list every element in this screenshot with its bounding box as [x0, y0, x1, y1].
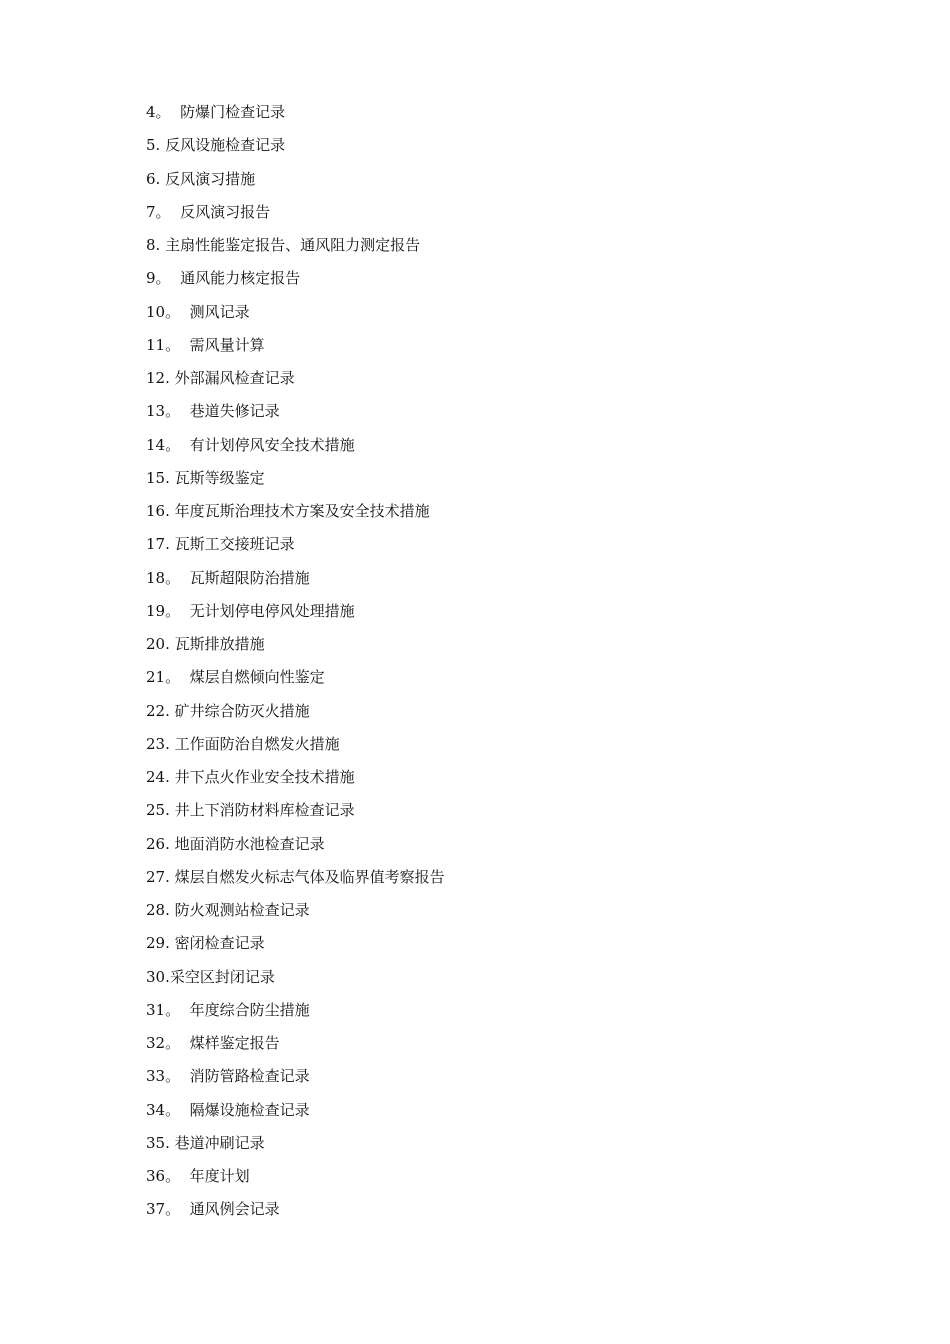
- list-item: 36。 年度计划: [146, 1167, 250, 1185]
- list-item: 9。 通风能力核定报告: [146, 269, 301, 288]
- list-item: 24. 井下点火作业安全技术措施: [146, 768, 355, 786]
- list-item: 25. 井上下消防材料库检查记录: [146, 801, 355, 820]
- list-item: 10。 测风记录: [146, 302, 250, 321]
- list-item: 28. 防火观测站检查记录: [146, 901, 310, 919]
- list-item: 31。 年度综合防尘措施: [146, 1000, 310, 1019]
- list-item: 6. 反风演习措施: [146, 169, 256, 188]
- list-item: 7。 反风演习报告: [146, 202, 271, 221]
- record-list: [146, 100, 445, 1231]
- list-item: 23. 工作面防治自燃发火措施: [146, 734, 340, 753]
- list-item: 21。 煤层自燃倾向性鉴定: [146, 668, 325, 687]
- list-item: 35. 巷道冲刷记录: [146, 1133, 265, 1152]
- list-item: 14。 有计划停风安全技术措施: [146, 435, 355, 454]
- list-item: 33。 消防管路检查记录: [146, 1067, 310, 1086]
- list-item: 34。 隔爆设施检查记录: [146, 1100, 310, 1119]
- list-item: 19。 无计划停电停风处理措施: [146, 601, 355, 620]
- list-item: 18。 瓦斯超限防治措施: [146, 568, 310, 587]
- list-item: 30.采空区封闭记录: [146, 967, 275, 986]
- list-item: 22. 矿井综合防灭火措施: [146, 701, 310, 720]
- list-item: 32。 煤样鉴定报告: [146, 1034, 280, 1052]
- list-item: 17. 瓦斯工交接班记录: [146, 535, 295, 554]
- list-item: 12. 外部漏风检查记录: [146, 369, 295, 387]
- list-item: 4。 防爆门检查记录: [146, 103, 286, 121]
- list-item: 5. 反风设施检查记录: [146, 136, 286, 155]
- list-item: 15. 瓦斯等级鉴定: [146, 468, 265, 487]
- list-item: 27. 煤层自燃发火标志气体及临界值考察报告: [146, 867, 445, 886]
- list-item: 37。 通风例会记录: [146, 1200, 280, 1219]
- list-item: 26. 地面消防水池检查记录: [146, 834, 325, 853]
- list-item: 11。 需风量计算: [146, 335, 265, 354]
- list-item: 16. 年度瓦斯治理技术方案及安全技术措施: [146, 502, 430, 520]
- list-item: 8. 主扇性能鉴定报告、通风阻力测定报告: [146, 236, 421, 254]
- list-item: 20. 瓦斯排放措施: [146, 635, 265, 653]
- list-item: 29. 密闭检查记录: [146, 934, 265, 953]
- list-item: 13。 巷道失修记录: [146, 402, 280, 421]
